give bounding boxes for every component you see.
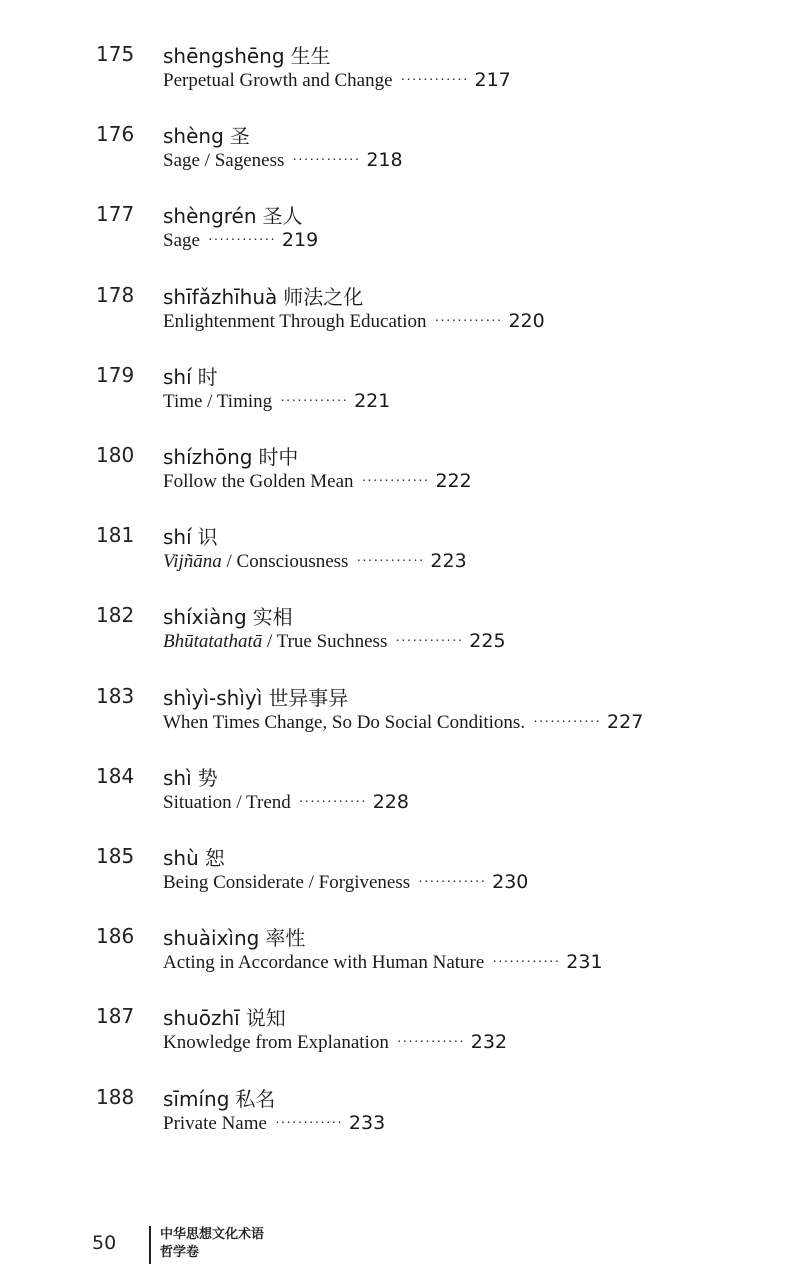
entry-translation: Situation / Trend bbox=[163, 791, 291, 813]
entry-number: 177 bbox=[96, 202, 135, 227]
entry-translation: Sage / Sageness bbox=[163, 150, 285, 172]
dot-leader: ············ bbox=[274, 1115, 343, 1131]
entry-hanzi: 私名 bbox=[235, 1086, 276, 1111]
toc-entry[interactable] bbox=[0, 758, 800, 828]
entry-number: 182 bbox=[96, 603, 135, 628]
entry-term bbox=[163, 361, 218, 390]
toc-entry[interactable] bbox=[0, 196, 800, 266]
entry-number: 179 bbox=[96, 362, 135, 387]
entry-term bbox=[163, 441, 298, 470]
entry-translation: Knowledge from Explanation bbox=[163, 1032, 389, 1054]
entry-pinyin: shízhōng bbox=[163, 445, 253, 469]
toc-entry[interactable] bbox=[0, 597, 800, 667]
toc-entry[interactable] bbox=[0, 116, 800, 186]
entry-number: 187 bbox=[96, 1004, 135, 1029]
entry-term bbox=[163, 922, 305, 951]
entry-translation-line bbox=[163, 630, 506, 653]
entry-hanzi: 时中 bbox=[258, 445, 299, 469]
entry-page-number[interactable]: 233 bbox=[348, 1111, 386, 1134]
dot-leader: ············ bbox=[396, 1035, 465, 1051]
entry-hanzi: 识 bbox=[197, 525, 218, 550]
entry-hanzi: 率性 bbox=[265, 926, 306, 951]
dot-leader: ············ bbox=[356, 554, 425, 570]
entry-number: 185 bbox=[96, 844, 135, 868]
entry-pinyin: shì bbox=[163, 765, 192, 790]
entry-translation-line bbox=[163, 149, 403, 172]
entry-translation: Time / Timing bbox=[163, 390, 273, 412]
entry-hanzi: 圣人 bbox=[262, 204, 303, 229]
entry-translation: Perpetual Growth and Change bbox=[163, 70, 393, 91]
entry-page-number[interactable]: 227 bbox=[607, 710, 644, 733]
dot-leader: ············ bbox=[418, 875, 487, 890]
toc-entry[interactable] bbox=[0, 918, 800, 988]
entry-translation: Follow the Golden Mean bbox=[163, 471, 354, 492]
entry-page-number[interactable]: 232 bbox=[470, 1031, 508, 1054]
entry-term bbox=[163, 120, 250, 149]
entry-pinyin: shīfǎzhīhuà bbox=[163, 284, 278, 309]
entry-translation: / True Suchness bbox=[262, 631, 388, 653]
entry-term bbox=[163, 1083, 275, 1112]
entry-translation-line bbox=[163, 470, 472, 493]
dot-leader: ············ bbox=[207, 233, 276, 249]
entry-pinyin: shēngshēng bbox=[163, 44, 285, 68]
entry-pinyin: shuōzhī bbox=[163, 1006, 240, 1031]
footer-book-title bbox=[160, 1226, 264, 1262]
entry-page-number[interactable]: 225 bbox=[469, 630, 506, 653]
entry-pinyin: shèngrén bbox=[163, 204, 257, 229]
book-title: 中华思想文化术语 bbox=[160, 1227, 265, 1242]
entry-hanzi: 势 bbox=[197, 765, 218, 790]
entry-number: 178 bbox=[96, 282, 135, 307]
entry-translation-line bbox=[163, 69, 511, 92]
entry-translation-line bbox=[163, 871, 528, 894]
entry-translation-line bbox=[163, 390, 390, 413]
entry-translation-line bbox=[163, 1112, 385, 1135]
entry-hanzi: 时 bbox=[197, 364, 218, 389]
entry-term bbox=[163, 842, 225, 871]
page-number: 50 bbox=[92, 1232, 117, 1254]
entry-translation: Private Name bbox=[163, 1112, 267, 1134]
entry-sanskrit-term: Bhūtatathatā bbox=[163, 631, 263, 653]
entry-hanzi: 说知 bbox=[245, 1006, 286, 1031]
entry-translation-line bbox=[163, 951, 603, 974]
dot-leader: ············ bbox=[492, 955, 561, 971]
toc-entry[interactable] bbox=[0, 1079, 800, 1149]
entry-translation-line bbox=[163, 711, 643, 734]
entry-translation: Enlightenment Through Education bbox=[163, 310, 427, 332]
entry-page-number[interactable]: 219 bbox=[281, 229, 319, 252]
entry-hanzi: 圣 bbox=[229, 124, 250, 149]
entry-term bbox=[163, 1002, 286, 1031]
entry-number: 181 bbox=[96, 523, 135, 548]
toc-entry[interactable] bbox=[0, 36, 800, 106]
dot-leader: ············ bbox=[400, 73, 469, 88]
entry-pinyin: shù bbox=[163, 846, 199, 870]
dot-leader: ············ bbox=[361, 474, 430, 489]
entry-term bbox=[163, 601, 293, 630]
entry-page-number[interactable]: 218 bbox=[366, 149, 403, 172]
entry-translation-line bbox=[163, 550, 467, 573]
dot-leader: ············ bbox=[533, 714, 602, 730]
entry-pinyin: sīmíng bbox=[163, 1086, 230, 1111]
entry-term bbox=[163, 762, 218, 791]
entry-page-number[interactable]: 220 bbox=[508, 309, 545, 332]
toc-entry[interactable] bbox=[0, 277, 800, 347]
entry-page-number[interactable]: 222 bbox=[435, 470, 472, 492]
dot-leader: ············ bbox=[395, 634, 464, 650]
entry-term bbox=[163, 200, 303, 229]
entry-hanzi: 世异事异 bbox=[268, 685, 349, 710]
toc-entry[interactable] bbox=[0, 838, 800, 908]
entry-hanzi: 实相 bbox=[252, 605, 293, 630]
dot-leader: ············ bbox=[292, 153, 361, 169]
entry-number: 175 bbox=[96, 42, 135, 66]
entry-pinyin: shèng bbox=[163, 124, 224, 149]
entry-page-number[interactable]: 230 bbox=[492, 871, 529, 893]
entry-number: 180 bbox=[96, 443, 135, 467]
toc-entry[interactable] bbox=[0, 517, 800, 587]
toc-entry[interactable] bbox=[0, 437, 800, 507]
entry-translation-line bbox=[163, 229, 318, 252]
entry-term bbox=[163, 682, 348, 711]
dot-leader: ············ bbox=[434, 313, 503, 329]
entry-page-number[interactable]: 231 bbox=[566, 951, 603, 974]
entry-translation: When Times Change, So Do Social Conditions. bbox=[163, 711, 526, 733]
entry-page-number[interactable]: 221 bbox=[354, 389, 391, 412]
entry-translation: Being Considerate / Forgiveness bbox=[163, 872, 411, 893]
toc-entry[interactable] bbox=[0, 357, 800, 427]
entry-page-number[interactable]: 223 bbox=[430, 550, 467, 573]
entry-number: 184 bbox=[96, 763, 135, 788]
dot-leader: ············ bbox=[298, 794, 367, 810]
entry-translation-line bbox=[163, 1031, 507, 1054]
footer-divider bbox=[149, 1226, 151, 1264]
dot-leader: ············ bbox=[280, 393, 349, 409]
entry-pinyin: shìyì-shìyì bbox=[163, 685, 263, 710]
entry-pinyin: shíxiàng bbox=[163, 605, 247, 630]
entry-term bbox=[163, 521, 218, 550]
entry-hanzi: 师法之化 bbox=[283, 284, 364, 309]
entry-translation: / Consciousness bbox=[221, 551, 349, 573]
entry-number: 176 bbox=[96, 122, 135, 147]
entry-number: 183 bbox=[96, 683, 135, 708]
entry-translation: Acting in Accordance with Human Nature bbox=[163, 952, 485, 974]
entry-number: 188 bbox=[96, 1084, 135, 1109]
volume-title: 哲学卷 bbox=[160, 1245, 200, 1260]
entry-term bbox=[163, 281, 363, 310]
entry-page-number[interactable]: 217 bbox=[474, 69, 511, 91]
toc-entry[interactable] bbox=[0, 998, 800, 1068]
entry-translation-line bbox=[163, 310, 545, 333]
entry-pinyin: shí bbox=[163, 525, 192, 550]
entry-pinyin: shuàixìng bbox=[163, 926, 260, 951]
entry-translation-line bbox=[163, 791, 409, 814]
entry-hanzi: 恕 bbox=[204, 846, 225, 870]
entry-pinyin: shí bbox=[163, 364, 192, 389]
toc-entry[interactable] bbox=[0, 678, 800, 748]
entry-term bbox=[163, 40, 331, 69]
entry-hanzi: 生生 bbox=[290, 44, 331, 68]
entry-sanskrit-term: Vijñāna bbox=[163, 551, 222, 573]
entry-page-number[interactable]: 228 bbox=[372, 790, 409, 813]
entry-number: 186 bbox=[96, 924, 135, 949]
entry-translation: Sage bbox=[163, 230, 200, 252]
